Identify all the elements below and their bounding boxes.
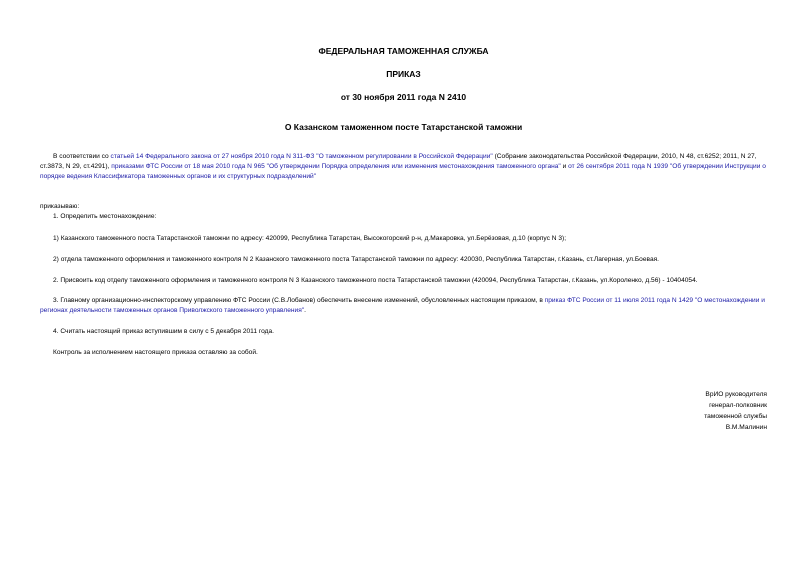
- order-1429-link[interactable]: приказ ФТС России от 11 июля 2011 года N 1429 "О местонахождении и регионах деятельности таможенных органов Приволжского таможенного управления": [40, 297, 765, 314]
- item-1-1: 1) Казанского таможенного поста Татарстанской таможни по адресу: 420099, Республика Татарстан, Высокогорский р-н, д.Макаровка, ул.Берёзовая, д.10 (корпус N 3);: [53, 235, 567, 242]
- item-2: 2. Присвоить код отделу таможенного оформления и таможенного контроля N 3 Казанского таможенного поста Татарстанской таможни (420094, Республика Татарстан, г.Казань, ул.Короленко, д.56) - 10404054.: [53, 277, 698, 284]
- order-965-link[interactable]: приказами ФТС России от 18 мая 2010 года N 965 "Об утверждении Порядка определения или изменения местонахождения таможенного органа": [111, 163, 561, 170]
- doc-type-heading: ПРИКАЗ: [386, 69, 421, 79]
- preamble-text-3: и: [560, 163, 569, 170]
- item-3-text-1: 3. Главному организационно-инспекторскому управлению ФТС России (С.В.Лобанов) обеспечить внесение изменений, обусловленных настоящим приказом, в: [53, 297, 545, 304]
- signature-line-2: генерал-полковник: [709, 402, 767, 409]
- preamble-text-2: (Собрание законодательства Российской Федерации, 2010, N 48, ст.6252; 2011, N 27, ст.3873, N 29, ст.4291),: [40, 153, 757, 170]
- preamble-paragraph: [40, 152, 770, 182]
- order-word: приказываю:: [40, 203, 80, 210]
- control-clause: Контроль за исполнением настоящего приказа оставляю за собой.: [53, 349, 258, 356]
- item-3-text-2: .: [304, 307, 306, 314]
- signature-block: [567, 389, 767, 433]
- item-4: 4. Считать настоящий приказ вступившим в силу с 5 декабря 2011 года.: [53, 328, 274, 335]
- signature-name: В.М.Малинин: [725, 424, 767, 431]
- preamble-text-1: В соответствии со: [53, 153, 111, 160]
- signature-line-1: ВрИО руководителя: [705, 391, 767, 398]
- document-title: О Казанском таможенном посте Татарстанской таможни: [284, 122, 523, 132]
- item-3: [40, 296, 770, 316]
- order-1939-link[interactable]: от 26 сентября 2011 года N 1939 "Об утверждении Инструкции о порядке ведения Классификатора таможенных органов и их структурных подразделений": [40, 163, 766, 180]
- item-1-2: 2) отдела таможенного оформления и таможенного контроля N 2 Казанского таможенного поста Татарстанской таможни по адресу: 420030, Республика Татарстан, г.Казань, ст.Лагерная, ул.Боевая.: [53, 256, 660, 263]
- signature-line-3: таможенной службы: [704, 413, 767, 420]
- item-1: 1. Определить местонахождение:: [53, 213, 157, 220]
- law-311-link[interactable]: статьей 14 Федерального закона от 27 ноября 2010 года N 311-ФЗ "О таможенном регулировании в Российской Федерации": [110, 153, 493, 160]
- agency-heading: ФЕДЕРАЛЬНАЯ ТАМОЖЕННАЯ СЛУЖБА: [318, 46, 489, 56]
- date-number-heading: от 30 ноября 2011 года N 2410: [340, 92, 467, 102]
